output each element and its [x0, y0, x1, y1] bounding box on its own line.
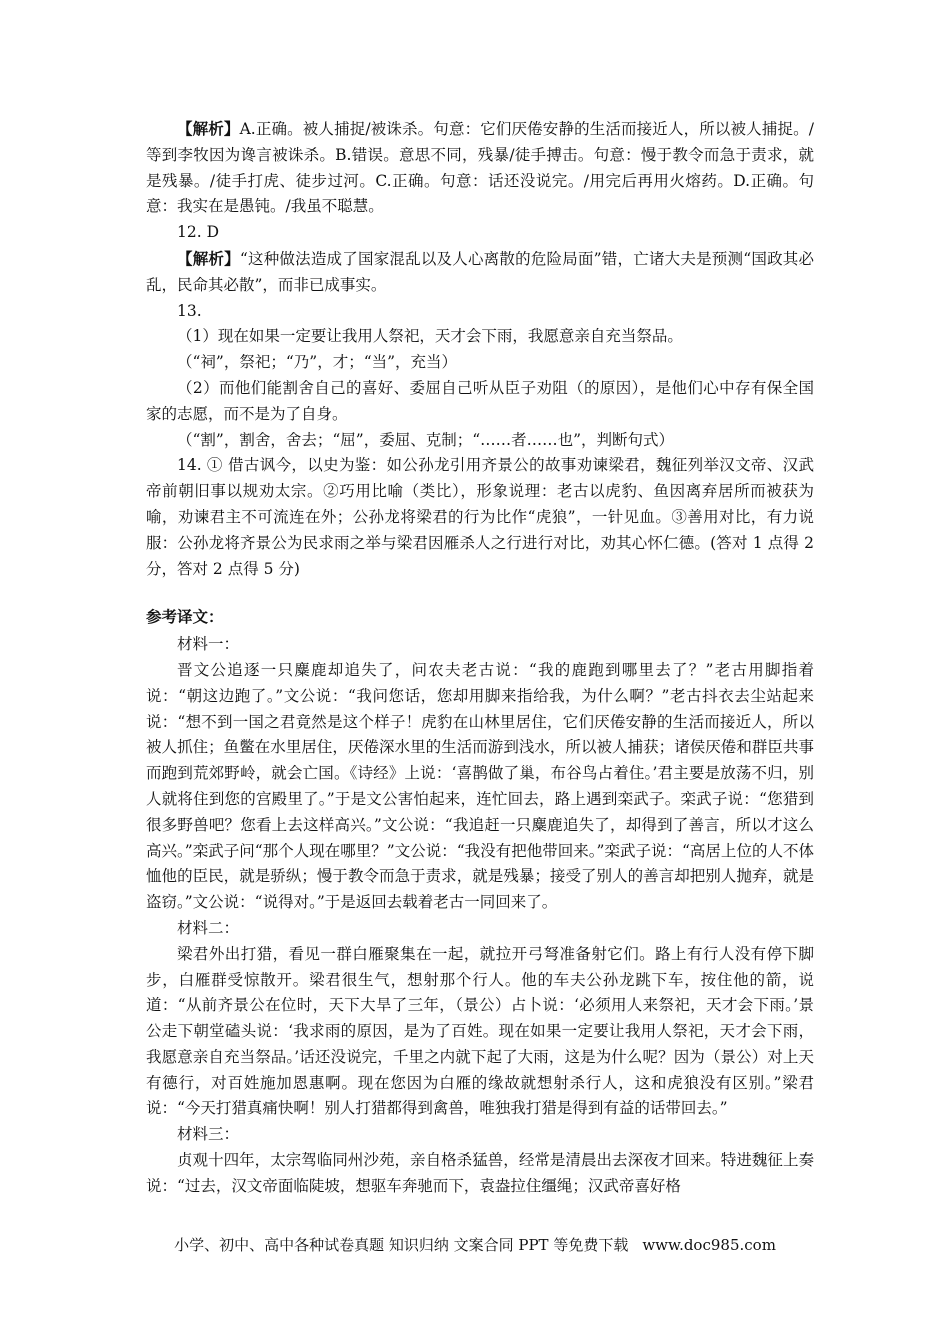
material-1-title: 材料一： [177, 635, 240, 654]
footer-text: 小学、初中、高中各种试卷真题 知识归纳 文案合同 PPT 等免费下载 [174, 1236, 629, 1254]
translation-heading: 参考译文： [146, 607, 224, 627]
analysis-text: A.正确。被人捕捉/被诛杀。句意：它们厌倦安静的生活而接近人，所以被人捕捉。/等到李牧因为谗言被诛杀。B.错误。意思不同，残暴/徒手搏击。句意：慢于教令而急于责求，就是残暴。/徒手打虎、徒步过河。C.正确。句意：话还没说完。/用完后再用火熔药。D.正确。句意：我实在是愚钝。/我虽不聪慧。 [146, 120, 814, 216]
material-2-text: 梁君外出打猎，看见一群白雁聚集在一起，就拉开弓弩准备射它们。路上有行人没有停下脚步，白雁群受惊散开。梁君很生气，想射那个行人。他的车夫公孙龙跳下车，按住他的箭，说道：“从前齐景公在位时，天下大旱了三年，（景公）占卜说：‘必须用人来祭祀，天才会下雨。’景公走下朝堂磕头说：‘我求雨的原因，是为了百姓。现在如果一定要让我用人祭祀，天才会下雨，我愿意亲自充当祭品。’话还没说完，千里之内就下起了大雨，这是为什么呢？因为（景公）对上天有德行，对百姓施加恩惠啊。现在您因为白雁的缘故就想射杀行人，这和虎狼没有区别。”梁君说：“今天打猎真痛快啊！别人打猎都得到禽兽，唯独我打猎是得到有益的话带回去。” [146, 944, 814, 1118]
q13-part1-note: （“祠”，祭祀；“乃”，才；“当”，充当） [177, 353, 458, 372]
footer-url[interactable]: www.doc985.com [642, 1236, 776, 1254]
q12-analysis [146, 246, 814, 299]
analysis-label: 【解析】 [177, 119, 240, 138]
analysis-label: 【解析】 [177, 248, 240, 268]
material-1-text: 晋文公追逐一只麋鹿却追失了，问农夫老古说：“我的鹿跑到哪里去了？”老古用脚指着说：“朝这边跑了。”文公说：“我问您话，您却用脚来指给我，为什么啊？”老古抖衣去尘站起来说：“想不到一国之君竟然是这个样子！虎豹在山林里居住，它们厌倦安静的生活而接近人，所以被人抓住；鱼鳖在水里居住，厌倦深水里的生活而游到浅水，所以被人捕获；诸侯厌倦和群臣共事而跑到荒郊野岭，就会亡国。《诗经》上说：‘喜鹊做了巢，布谷鸟占着住。’君主要是放荡不归，别人就将住到您的宫殿里了。”于是文公害怕起来，连忙回去，路上遇到栾武子。栾武子说：“您猎到很多野兽吧？您看上去这样高兴。”文公说：“我追赶一只麋鹿追失了，却得到了善言，所以才这么高兴。”栾武子问“那个人现在哪里？”文公说：“我没有把他带回来。”栾武子说：“高居上位的人不体恤他的臣民，就是骄纵；慢于教令而急于责求，就是残暴；接受了别人的善言却把别人抛弃，就是盗窃。”文公说：“说得对。”于是返回去载着老古一同回来了。 [146, 660, 814, 912]
q14-answer: 14. ① 借古讽今，以史为鉴：如公孙龙引用齐景公的故事劝谏梁君，魏征列举汉文帝、汉武帝前朝旧事以规劝太宗。②巧用比喻（类比），形象说理：老古以虎豹、鱼因离弃居所而被获为喻，劝谏君主不可流连在外；公孙龙将梁君的行为比作“虎狼”，一针见血。③善用对比，有力说服：公孙龙将齐景公为民求雨之举与梁君因雁杀人之行进行对比，劝其心怀仁德。(答对 1 点得 2 分，答对 2 点得 5 分) [146, 456, 814, 578]
q11-analysis [146, 116, 814, 220]
material-3-text: 贞观十四年，太宗驾临同州沙苑，亲自格杀猛兽，经常是清晨出去深夜才回来。特进魏征上奏说：“过去，汉文帝面临陡坡，想驱车奔驰而下，袁盎拉住缰绳；汉武帝喜好格 [146, 1151, 814, 1195]
q13-part2-note: （“割”，割舍，舍去；“屈”，委屈、克制；“……者……也”，判断句式） [177, 430, 675, 449]
document-content [146, 116, 814, 1200]
q13-part2: （2）而他们能割舍自己的喜好、委屈自己听从臣子劝阻（的原因），是他们心中存有保全国家的志愿，而不是为了自身。 [146, 378, 814, 423]
q13-number: 13. [177, 301, 202, 320]
q13-part1: （1）现在如果一定要让我用人祭祀，天才会下雨，我愿意亲自充当祭品。 [177, 327, 683, 346]
page-footer [0, 1234, 950, 1255]
q12-answer: 12. D [177, 223, 220, 242]
analysis-text: “这种做法造成了国家混乱以及人心离散的危险局面”错，亡诸大夫是预测“国政其必乱，民命其必散”，而非已成事实。 [146, 249, 814, 294]
material-3-title: 材料三： [177, 1125, 240, 1144]
material-2-title: 材料二： [177, 918, 240, 937]
